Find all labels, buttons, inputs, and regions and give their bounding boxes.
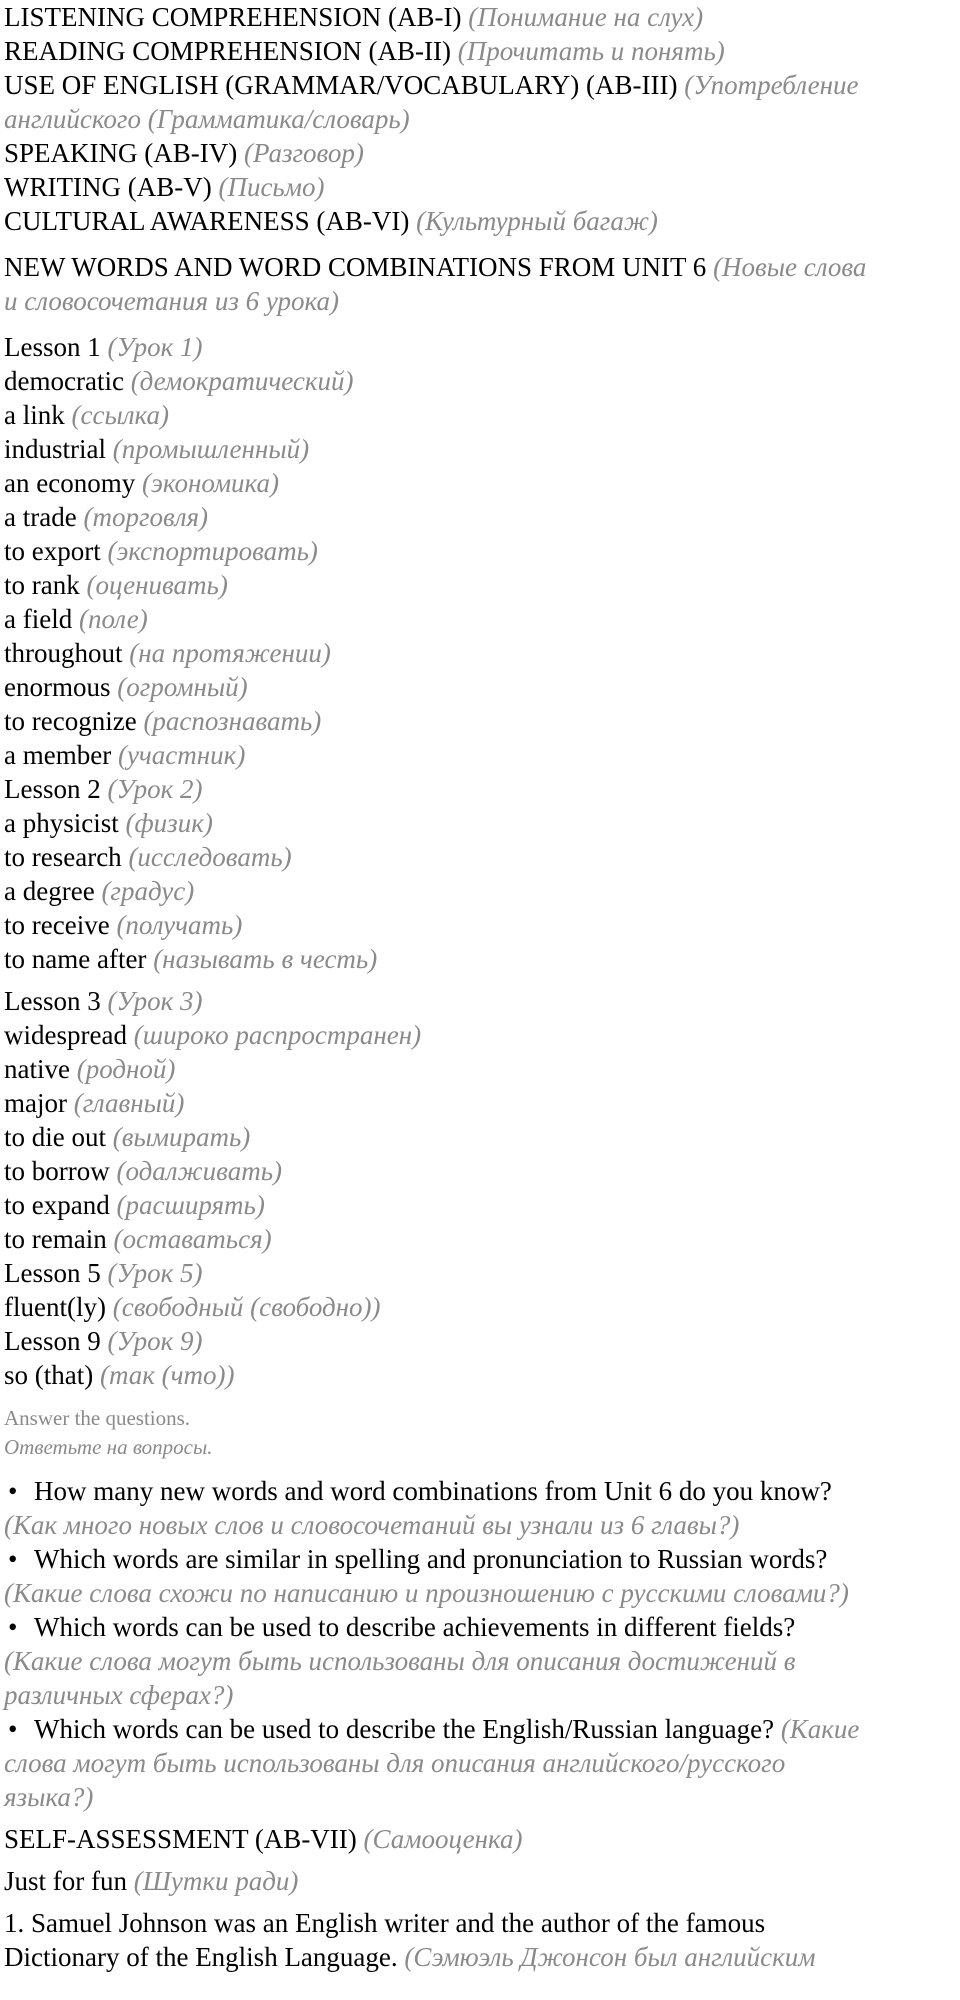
question-item: • How many new words and word combinations from Unit 6 do you know? — [4, 1474, 956, 1508]
word-item: so (that) (так (что)) — [4, 1360, 235, 1390]
section-writing: WRITING (AB-V) (Письмо) — [4, 172, 325, 202]
word-item: to die out (вымирать) — [4, 1122, 251, 1152]
section-cultural: CULTURAL AWARENESS (AB-VI) (Культурный багаж) — [4, 206, 658, 236]
question-translation-cont: различных сферах?) — [4, 1680, 234, 1710]
section-speaking: SPEAKING (AB-IV) (Разговор) — [4, 138, 364, 168]
answer-en: Answer the questions. — [4, 1406, 191, 1430]
word-item: a field (поле) — [4, 604, 148, 634]
question-item: • Which words can be used to describe achievements in different fields? — [4, 1610, 956, 1644]
word-item: to receive (получать) — [4, 910, 243, 940]
question-translation: (Какие слова схожи по написанию и произношению с русскими словами?) — [4, 1578, 849, 1608]
lesson-title: Lesson 2 (Урок 2) — [4, 774, 203, 804]
word-item: democratic (демократический) — [4, 366, 354, 396]
answer-instructions — [4, 1404, 956, 1462]
word-item: to name after (называть в честь) — [4, 944, 378, 974]
section-list — [4, 0, 956, 238]
just-for-fun-heading: Just for fun (Шутки ради) — [4, 1866, 299, 1896]
lesson-title: Lesson 9 (Урок 9) — [4, 1326, 203, 1356]
lesson-3 — [4, 984, 956, 1256]
word-item: an economy (экономика) — [4, 468, 279, 498]
question-item: • Which words can be used to describe the English/Russian language? (Какие — [4, 1712, 956, 1746]
question-translation-cont: языка?) — [4, 1782, 94, 1812]
word-item: throughout (на протяжении) — [4, 638, 331, 668]
word-item: a member (участник) — [4, 740, 246, 770]
lesson-title: Lesson 5 (Урок 5) — [4, 1258, 203, 1288]
word-item: enormous (огромный) — [4, 672, 248, 702]
word-item: a link (ссылка) — [4, 400, 169, 430]
word-item: industrial (промышленный) — [4, 434, 310, 464]
word-item: a trade (торговля) — [4, 502, 209, 532]
word-item: widespread (широко распространен) — [4, 1020, 422, 1050]
question-translation: (Как много новых слов и словосочетаний вы узнали из 6 главы?) — [4, 1510, 740, 1540]
section-listening: LISTENING COMPREHENSION (AB-I) (Понимание на слух) — [4, 2, 704, 32]
answer-ru: Ответьте на вопросы. — [4, 1435, 213, 1459]
word-item: a physicist (физик) — [4, 808, 213, 838]
question-translation: (Какие слова могут быть использованы для описания достижений в — [4, 1646, 796, 1676]
lesson-2 — [4, 772, 956, 976]
word-item: to borrow (одалживать) — [4, 1156, 282, 1186]
word-item: native (родной) — [4, 1054, 176, 1084]
section-use-of-english: USE OF ENGLISH (GRAMMAR/VOCABULARY) (AB-III) (Употребление — [4, 70, 859, 100]
question-list — [4, 1474, 956, 1814]
word-item: fluent(ly) (свободный (свободно)) — [4, 1292, 381, 1322]
word-item: to remain (оставаться) — [4, 1224, 272, 1254]
lesson-title: Lesson 1 (Урок 1) — [4, 332, 203, 362]
lesson-9 — [4, 1324, 956, 1392]
question-translation: слова могут быть использованы для описания английского/русского — [4, 1748, 786, 1778]
fun-item-1: 1. Samuel Johnson was an English writer and the author of the famous Dictionary of the English Language. (Сэмюэль Джонсон был английским — [4, 1908, 816, 1972]
word-item: to recognize (распознавать) — [4, 706, 322, 736]
section-reading: READING COMPREHENSION (AB-II) (Прочитать и понять) — [4, 36, 725, 66]
word-item: to rank (оценивать) — [4, 570, 228, 600]
word-item: to research (исследовать) — [4, 842, 292, 872]
self-assessment-heading: SELF-ASSESSMENT (AB-VII) (Самооценка) — [4, 1824, 523, 1854]
word-item: to export (экспортировать) — [4, 536, 318, 566]
section-use-of-english-cont: английского (Грамматика/словарь) — [4, 104, 410, 134]
word-item: a degree (градус) — [4, 876, 195, 906]
lesson-5 — [4, 1256, 956, 1324]
lesson-1 — [4, 330, 956, 772]
new-words-heading: NEW WORDS AND WORD COMBINATIONS FROM UNIT 6 (Новые слова и словосочетания из 6 урока) — [4, 252, 867, 316]
lesson-title: Lesson 3 (Урок 3) — [4, 986, 203, 1016]
word-item: major (главный) — [4, 1088, 185, 1118]
question-item: • Which words are similar in spelling and pronunciation to Russian words? — [4, 1542, 956, 1576]
word-item: to expand (расширять) — [4, 1190, 265, 1220]
